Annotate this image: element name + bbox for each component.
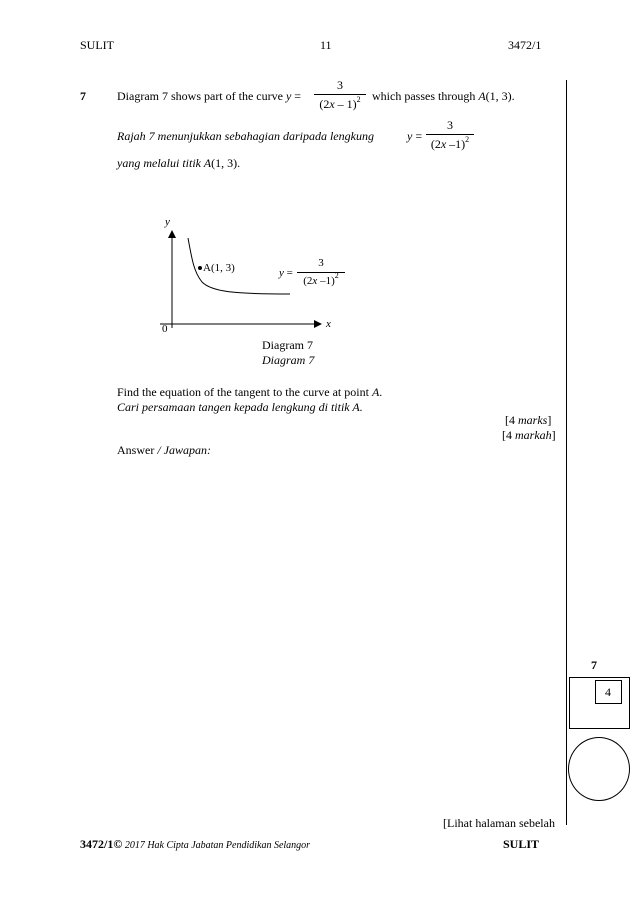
marks-ms: [4 markah]	[502, 428, 556, 442]
question-text-en-suffix: which passes through A(1, 3).	[372, 89, 515, 103]
margin-line	[566, 80, 567, 825]
fraction-numerator: 3	[314, 78, 366, 95]
header-left: SULIT	[80, 38, 114, 52]
footer-right: SULIT	[503, 837, 540, 851]
task-text-ms: Cari persamaan tangen kepada lengkung di titik A.	[117, 400, 363, 414]
header-right: 3472/1	[508, 38, 542, 52]
point-a-marker	[198, 266, 202, 270]
origin-label: 0	[162, 323, 168, 335]
x-axis-label: x	[326, 318, 331, 330]
question-text-ms-line2: yang melalui titik A(1, 3).	[117, 156, 241, 170]
score-circle[interactable]	[568, 737, 630, 801]
question-text-en	[117, 89, 301, 103]
diagram-caption-ms: Diagram 7	[262, 353, 315, 367]
marks-en: [4 marks]	[505, 413, 552, 427]
sidebar-question-number: 7	[591, 658, 597, 672]
question-fraction	[314, 78, 366, 111]
question-eq-sign: =	[291, 89, 302, 103]
question-number: 7	[80, 89, 86, 103]
question-var-y: y	[285, 89, 292, 103]
question-fraction-ms: $\frac{3}{(2x -1)^2}$	[426, 118, 474, 151]
fraction-denominator: (2x – 1)$^2$	[319, 95, 361, 111]
question-ms-eq: y =	[407, 129, 423, 143]
diagram-fraction: $\frac{3}{(2x -1)^2}$	[297, 257, 345, 288]
diagram-eq: y =	[279, 267, 293, 279]
answer-label: Answer / Jawapan:	[117, 443, 211, 457]
next-page-note: [Lihat halaman sebelah	[443, 816, 555, 830]
header-page-number: 11	[320, 38, 332, 52]
y-axis-label: y	[165, 216, 170, 228]
task-text-en: Find the equation of the tangent to the curve at point A.	[117, 385, 383, 399]
diagram-caption-en: Diagram 7	[262, 338, 313, 352]
answer-space[interactable]	[117, 465, 557, 805]
marks-total: 4	[605, 685, 611, 699]
question-text-ms: Rajah 7 menunjukkan sebahagian daripada lengkung	[117, 129, 374, 143]
question-text-en-prefix: Diagram 7 shows part of the curve	[117, 89, 286, 103]
point-a-label: A(1, 3)	[203, 262, 235, 274]
footer-copyright: 3472/1© 2017 Hak Cipta Jabatan Pendidikan Selangor	[80, 837, 311, 851]
